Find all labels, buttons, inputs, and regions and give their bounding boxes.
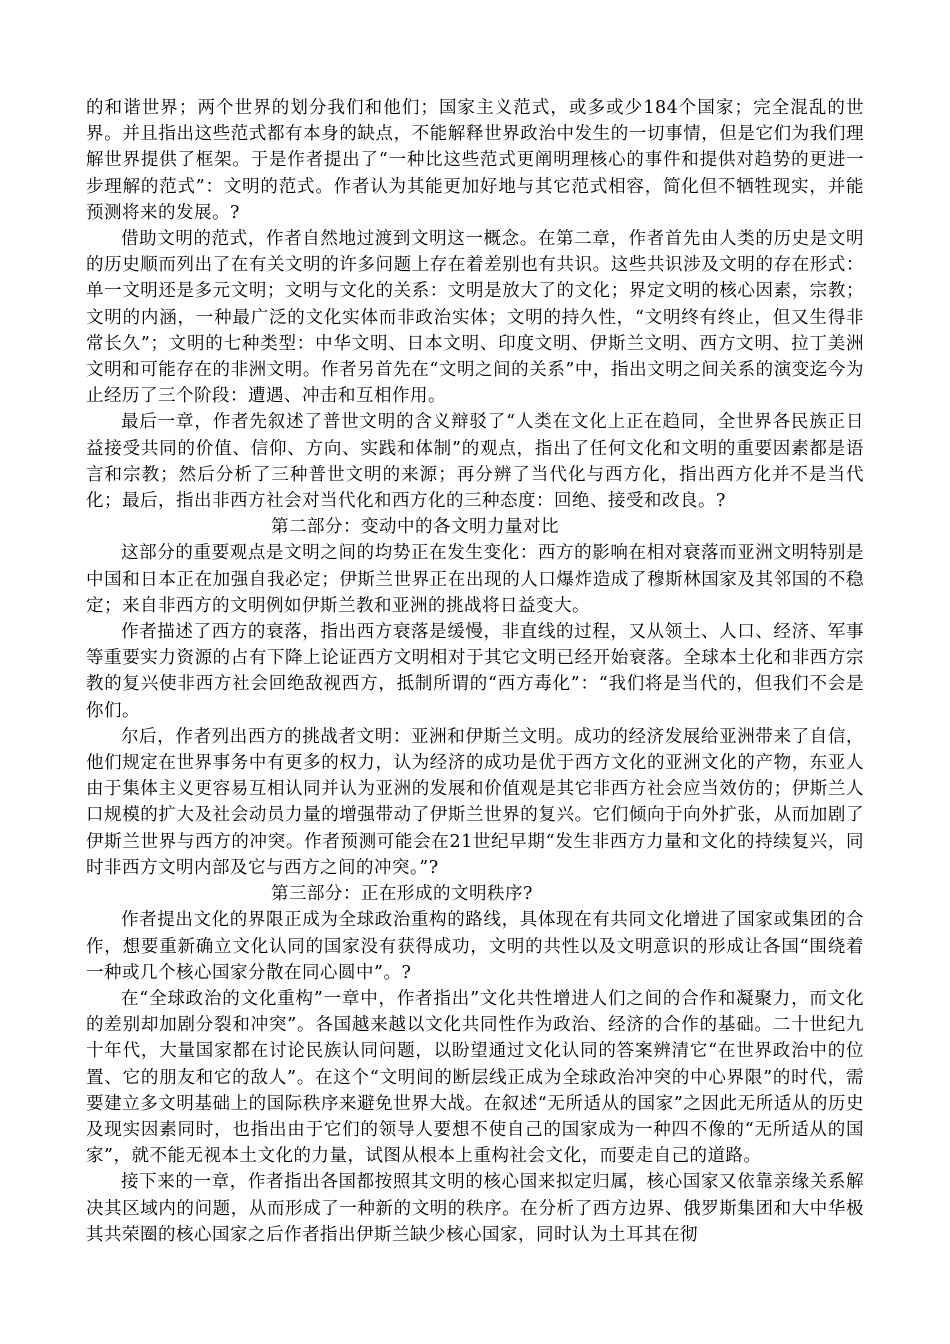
paragraph-9: 接下来的一章，作者指出各国都按照其文明的核心国来拟定归属，核心国家又依靠亲缘关系解决其区域内的问题，从而形成了一种新的文明的秩序。在分析了西方边界、俄罗斯集团和大中华极其共荣圈的核心国家之后作者指出伊斯兰缺少核心国家，同时认为土耳其在彻 [86,1172,864,1245]
paragraph-3: 最后一章，作者先叙述了普世文明的含义辩驳了“人类在文化上正在趋同，全世界各民族正日益接受共同的价值、信仰、方向、实践和体制”的观点，指出了任何文化和文明的重要因素都是语言和宗教；然后分析了三种普世文明的来源；再分辨了当代化与西方化，指出西方化并不是当代化；最后，指出非西方社会对当代化和西方化的三种态度：回绝、接受和改良。? [86,412,864,512]
paragraph-6: 尔后，作者列出西方的挑战者文明：亚洲和伊斯兰文明。成功的经济发展给亚洲带来了自信，他们规定在世界事务中有更多的权力，认为经济的成功是优于西方文化的亚洲文化的产物，东亚人由于集体主义更容易互相认同并认为亚洲的发展和价值观是其它非西方社会应当效仿的；伊斯兰人口规模的扩大及社会动员力量的增强带动了伊斯兰世界的复兴。它们倾向于向外扩张，从而加剧了伊斯兰世界与西方的冲突。作者预测可能会在21世纪早期“发生非西方力量和文化的持续复兴，同时非西方文明内部及它与西方之间的冲突。”? [86,726,864,878]
section-heading-part2: 第二部分：变动中的各文明力量对比 [271,517,559,538]
section-heading-part3: 第三部分：正在形成的文明秩序? [271,884,533,905]
paragraph-4: 这部分的重要观点是文明之间的均势正在发生变化：西方的影响在相对衰落而亚洲文明特别是中国和日本正在加强自我必定；伊斯兰世界正在出现的人口爆炸造成了穆斯林国家及其邻国的不稳定；来自非西方的文明例如伊斯兰教和亚洲的挑战将日益变大。 [86,543,864,616]
paragraph-1: 的和谐世界；两个世界的划分我们和他们；国家主义范式，或多或少184个国家；完全混乱的世界。并且指出这些范式都有本身的缺点，不能解释世界政治中发生的一切事情，但是它们为我们理解世界提供了框架。于是作者提出了“一种比这些范式更阐明理核心的事件和提供对趋势的更进一步理解的范式”：文明的范式。作者认为其能更加好地与其它范式相容，简化但不牺牲现实，并能预测将来的发展。? [86,98,864,223]
paragraph-5: 作者描述了西方的衰落，指出西方衰落是缓慢，非直线的过程，又从领土、人口、经济、军事等重要实力资源的占有下降上论证西方文明相对于其它文明已经开始衰落。全球本土化和非西方宗教的复兴使非西方社会回绝敌视西方，抵制所谓的“西方毒化”：“我们将是当代的，但我们不会是你们。 [86,622,864,721]
document-page [86,95,864,1248]
paragraph-8: 在“全球政治的文化重构”一章中，作者指出”文化共性增进人们之间的合作和凝聚力，而文化的差别却加剧分裂和冲突”。各国越来越以文化共同性作为政治、经济的合作的基础。二十世纪九十年代，大量国家都在讨论民族认同问题，以盼望通过文化认同的答案辨清它“在世界政治中的位置、它的朋友和它的敌人”。在这个“文明间的断层线正成为全球政治冲突的中心界限”的时代，需要建立多文明基础上的国际秩序来避免世界大战。在叙述“无所适从的国家”之因此无所适从的历史及现实因素同时，也指出由于它们的领导人要想不使自己的国家成为一种四不像的“无所适从的国家”，就不能无视本土文化的力量，试图从根本上重构社会文化，而要走自己的道路。 [86,988,864,1167]
paragraph-2: 借助文明的范式，作者自然地过渡到文明这一概念。在第二章，作者首先由人类的历史是文明的历史顺而列出了在有关文明的许多问题上存在着差别也有共识。这些共识涉及文明的存在形式：单一文明还是多元文明；文明与文化的关系：文明是放大了的文化；界定文明的核心因素，宗教；文明的内涵，一种最广泛的文化实体而非政治实体；文明的持久性，“文明终有终止，但又生得非常长久”；文明的七种类型：中华文明、日本文明、印度文明、伊斯兰文明、西方文明、拉丁美洲文明和可能存在的非洲文明。作者另首先在“文明之间的关系”中，指出文明之间关系的演变迄今为止经历了三个阶段：遭遇、冲击和互相作用。 [86,229,864,407]
paragraph-7: 作者提出文化的界限正成为全球政治重构的路线，具体现在有共同文化增进了国家或集团的合作，想要重新确立文化认同的国家没有获得成功，文明的共性以及文明意识的形成让各国“围绕着一种或几个核心国家分散在同心圆中”。? [86,910,864,983]
